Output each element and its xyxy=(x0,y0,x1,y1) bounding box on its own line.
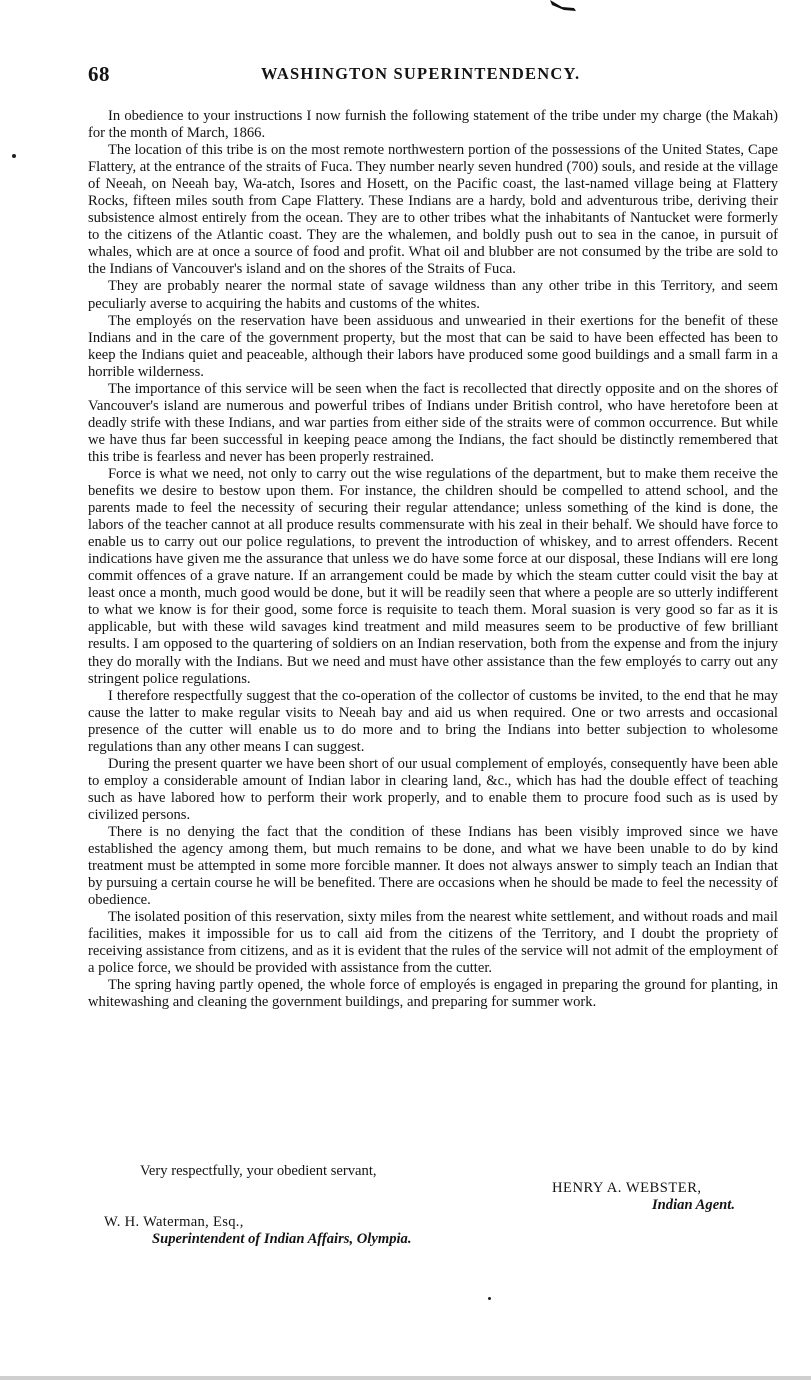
running-head: WASHINGTON SUPERINTENDENCY. xyxy=(261,64,581,83)
scan-mark-icon xyxy=(548,0,578,12)
paragraph: There is no denying the fact that the condition of these Indians has been visibly improved since we have established the agency among them, but much remains to be done, and what we have been unable to do by kind treatment must be attempted in some more forcible manner. It does not always answer to simply teach an Indian that by pursuing a certain course he will be benefited. There are occasions when he should be made to feel the necessity of obedience. xyxy=(88,823,778,909)
scan-edge-line xyxy=(0,1376,811,1380)
paragraph: Force is what we need, not only to carry out the wise regulations of the department, but to make them receive the benefits we desire to bestow upon them. For instance, the children should be compelled to attend school, and the parents made to feel the necessity of securing their regular attendance; unless something of the kind is done, the labors of the teacher cannot at all produce results commensurate with his zeal in their behalf. We should have force to enable us to carry out our police regulations, to prevent the introduction of whiskey, and to arrest offenders. Recent indications have given me the assurance that unless we do have some force at our disposal, these Indians will ere long commit offences of a grave nature. If an arrangement could be made by which the steam cutter could visit the bay at least once a month, much good would be done, but it will be readily seen that where a people are so utterly indifferent to what we know is for their good, some force is requisite to teach them. Moral suasion is very good so far as it is applicable, but with these wild savages kind treatment and mild measures seem to be productive of few brilliant results. I am opposed to the quartering of soldiers on an Indian reservation, both from the expense and from the injury they do morally with the Indians. But we need and must have other assistance than the few employés to carry out any stringent police regulations. xyxy=(88,465,778,687)
paragraph: I therefore respectfully suggest that the co-operation of the collector of customs be invited, to the end that he may cause the latter to make regular visits to Neeah bay and aid us when required. One or two arrests and occasional presence of the cutter will enable us to do more and to bring the Indians into better subjection to wholesome regulations than any other means I can suggest. xyxy=(88,687,778,755)
margin-speck xyxy=(12,154,16,158)
letter-body xyxy=(88,108,778,1011)
paragraph: In obedience to your instructions I now furnish the following statement of the tribe under my charge (the Makah) for the month of March, 1866. xyxy=(88,108,778,142)
page-header xyxy=(88,62,778,86)
addressee-name: W. H. Waterman, Esq., xyxy=(104,1214,244,1230)
signature-title: Indian Agent. xyxy=(652,1197,735,1213)
margin-speck xyxy=(488,1297,491,1300)
paragraph: During the present quarter we have been short of our usual complement of employés, consequently have been able to employ a considerable amount of Indian labor in clearing land, &c., which has had the double effect of teaching such as have labored how to perform their work properly, and to enable them to procure food such as is used by civilized persons. xyxy=(88,755,778,823)
paragraph: The importance of this service will be seen when the fact is recollected that directly opposite and on the shores of Vancouver's island are numerous and powerful tribes of Indians under British control, who have heretofore been at deadly strife with these Indians, and war parties from either side of the straits were of common occurrence. But while we have thus far been successful in keeping peace among the Indians, the fact should be distinctly remembered that this tribe is fearless and never has been properly restrained. xyxy=(88,380,778,465)
paragraph: The location of this tribe is on the most remote northwestern portion of the possessions of the United States, Cape Flattery, at the entrance of the straits of Fuca. They number nearly seven hundred (700) souls, and reside at the village of Neeah, on Neeah bay, Wa-atch, Isores and Hosett, on the Pacific coast, the last-named village being at Flattery Rocks, fifteen miles south from Cape Flattery. These Indians are a hardy, bold and adventurous tribe, deriving their subsistence almost entirely from the ocean. They are to other tribes what the inhabitants of Nantucket were formerly to the citizens of the Atlantic coast. They are the whalemen, and boldly push out to sea in the canoe, in pursuit of whales, which are at once a source of food and profit. What oil and blubber are not consumed by the tribe are sold to the Indians of Vancouver's island and on the shores of the Straits of Fuca. xyxy=(88,142,778,278)
addressee-title: Superintendent of Indian Affairs, Olympia. xyxy=(152,1231,412,1247)
paragraph: The spring having partly opened, the whole force of employés is engaged in preparing the ground for planting, in whitewashing and cleaning the government buildings, and preparing for summer work. xyxy=(88,977,778,1011)
closing-line: Very respectfully, your obedient servant, xyxy=(140,1163,377,1179)
paragraph: The employés on the reservation have been assiduous and unwearied in their exertions for the benefit of these Indians and in the care of the government property, but the most that can be said to have been effected has been to keep the Indians quiet and peaceable, although their labors have produced some good buildings and a small farm in a horrible wilderness. xyxy=(88,312,778,380)
paragraph: The isolated position of this reservation, sixty miles from the nearest white settlement, and without roads and mail facilities, makes it impossible for us to call aid from the citizens of the Territory, and I doubt the propriety of receiving assistance from citizens, and as it is evident that the rules of the service will not admit of the employment of a police force, we should be provided with assistance from the cutter. xyxy=(88,909,778,977)
page-number: 68 xyxy=(88,62,110,86)
signature-name: HENRY A. WEBSTER, xyxy=(552,1180,702,1196)
paragraph: They are probably nearer the normal state of savage wildness than any other tribe in this Territory, and seem peculiarly averse to acquiring the habits and customs of the whites. xyxy=(88,278,778,312)
